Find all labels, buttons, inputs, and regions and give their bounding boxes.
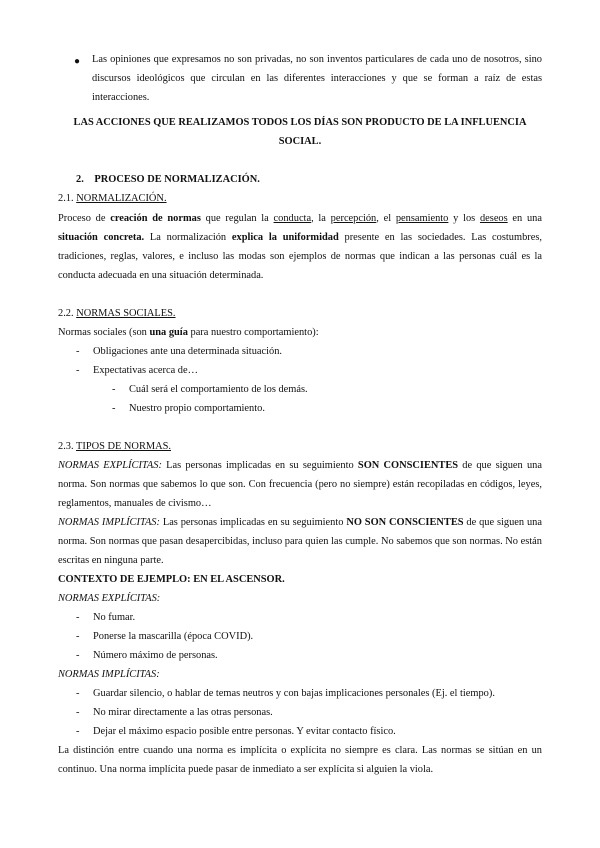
dash-icon: - xyxy=(76,688,80,699)
section-2-title: PROCESO DE NORMALIZACIÓN. xyxy=(94,174,260,185)
subsection-2-1-number: 2.1. xyxy=(58,193,74,204)
dash-icon: - xyxy=(76,631,80,642)
example-title: CONTEXTO DE EJEMPLO: EN EL ASCENSOR. xyxy=(58,574,285,585)
subsection-2-2-number: 2.2. xyxy=(58,308,74,319)
list-item: Guardar silencio, o hablar de temas neutros y con bajas implicaciones personales (Ej. el tiempo). xyxy=(93,688,495,699)
sub-list-item: Cuál será el comportamiento de los demás. xyxy=(129,384,308,395)
subsection-2-2-title: NORMAS SOCIALES. xyxy=(76,308,176,319)
bullet-icon: ● xyxy=(74,56,81,67)
list-item: No fumar. xyxy=(93,612,136,623)
headline: LAS ACCIONES QUE REALIZAMOS TODOS LOS DÍAS SON PRODUCTO DE LA INFLUENCIA SOCIAL. xyxy=(73,117,527,147)
dash-icon: - xyxy=(76,650,80,661)
subsection-2-1-title: NORMALIZACIÓN. xyxy=(76,193,167,204)
sub-list-item: Nuestro propio comportamiento. xyxy=(129,403,265,414)
list-item: Expectativas acerca de… xyxy=(93,365,198,376)
normas-sociales-intro: Normas sociales (son una guía para nuestro comportamiento): xyxy=(58,327,319,338)
subsection-2-3-title: TIPOS DE NORMAS. xyxy=(76,441,171,452)
section-2-number: 2. xyxy=(76,174,84,185)
subsection-2-3-heading xyxy=(58,437,171,456)
subsection-2-3-number: 2.3. xyxy=(58,441,74,452)
dash-icon: - xyxy=(112,403,116,414)
list-item: Número máximo de personas. xyxy=(93,650,218,661)
example-explicit-label: NORMAS EXPLÍCITAS: xyxy=(58,593,161,604)
dash-icon: - xyxy=(76,726,80,737)
bullet-paragraph: Las opiniones que expresamos no son privadas, no son inventos particulares de cada uno de nosotros, sino discursos ideológicos que circulan en las diferentes interacciones y que se forman a raíz de estas interacciones. xyxy=(92,54,542,103)
list-item: Ponerse la mascarilla (época COVID). xyxy=(93,631,254,642)
example-implicit-label: NORMAS IMPLÍCITAS: xyxy=(58,669,160,680)
dash-icon: - xyxy=(112,384,116,395)
list-item: No mirar directamente a las otras personas. xyxy=(93,707,273,718)
normalizacion-paragraph: Proceso de creación de normas que regulan la conducta, la percepción, el pensamiento y los deseos en una situación concreta. La normalización explica la uniformidad presente en las sociedades. Las costumbres, tradiciones, reglas, valores, e incluso las modas son ejemplos de normas que indican a las personas cuál es la conducta adecuada en una situación determinada. xyxy=(58,213,542,281)
subsection-2-1-heading xyxy=(58,189,167,208)
dash-icon: - xyxy=(76,612,80,623)
list-item: Obligaciones ante una determinada situación. xyxy=(93,346,282,357)
section-2-heading xyxy=(76,170,260,189)
closing-paragraph: La distinción entre cuando una norma es implícita o explícita no siempre es clara. Las normas se sitúan en un continuo. Una norma implícita puede pasar de inmediato a ser explícita si alguien la viola. xyxy=(58,745,542,775)
dash-icon: - xyxy=(76,365,80,376)
normas-explicitas-paragraph: NORMAS EXPLÍCITAS: Las personas implicadas en su seguimiento SON CONSCIENTES de que siguen una norma. Son normas que sabemos lo que son. Con frecuencia (pero no siempre) están recopiladas en códigos, leyes, reglamentos, manuales de civismo… xyxy=(58,460,542,509)
normas-implicitas-paragraph: NORMAS IMPLÍCITAS: Las personas implicadas en su seguimiento NO SON CONSCIENTES de que siguen una norma. Son normas que pasan desapercibidas, incluso para quien las cumple. No sabemos que son normas. No están escritas en ninguna parte. xyxy=(58,517,542,566)
dash-icon: - xyxy=(76,707,80,718)
dash-icon: - xyxy=(76,346,80,357)
list-item: Dejar el máximo espacio posible entre personas. Y evitar contacto físico. xyxy=(93,726,396,737)
subsection-2-2-heading xyxy=(58,304,176,323)
